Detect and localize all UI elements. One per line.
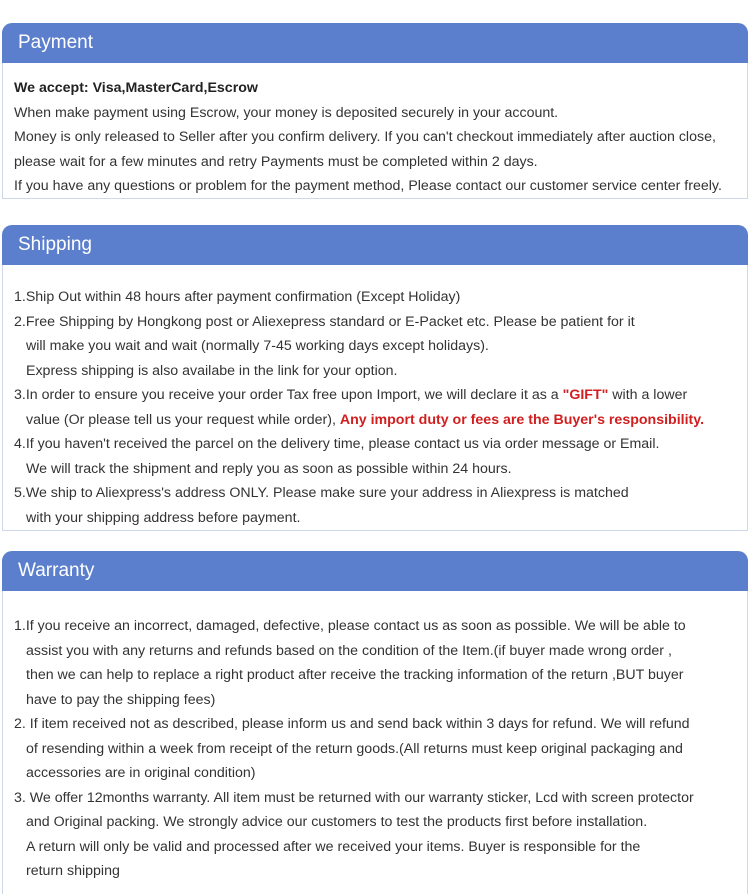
shipping-line: 2.Free Shipping by Hongkong post or Aliexepress standard or E-Packet etc. Please be patient for it xyxy=(14,314,635,330)
shipping-line: We will track the shipment and reply you as soon as possible within 24 hours. xyxy=(26,461,512,477)
shipping-item-3-text-end: with a lower xyxy=(608,387,688,403)
gift-highlight: "GIFT" xyxy=(562,387,609,403)
warranty-line: have to pay the shipping fees) xyxy=(26,692,216,708)
warranty-line: of resending within a week from receipt of the return goods.(All returns must keep original packaging and xyxy=(26,741,683,757)
payment-line: please wait for a few minutes and retry Payments must be completed within 2 days. xyxy=(14,154,538,170)
shipping-item-3-line-2 xyxy=(26,410,704,430)
warranty-line: 1.If you receive an incorrect, damaged, defective, please contact us as soon as possible. We will be able to xyxy=(14,618,686,634)
warranty-line: then we can help to replace a right product after receive the tracking information of the return ,BUT buyer xyxy=(26,667,684,683)
payment-line: When make payment using Escrow, your money is deposited securely in your account. xyxy=(14,105,559,121)
payment-line: If you have any questions or problem for the payment method, Please contact our customer service center freely. xyxy=(14,178,722,194)
shipping-item-3-text: 3.In order to ensure you receive your order Tax free upon Import, we will declare it as a xyxy=(14,387,563,403)
shipping-line: will make you wait and wait (normally 7-45 working days except holidays). xyxy=(26,338,489,354)
shipping-line: with your shipping address before payment. xyxy=(26,510,301,526)
shipping-line: 4.If you haven't received the parcel on the delivery time, please contact us via order message or Email. xyxy=(14,436,660,452)
payment-header: Payment xyxy=(2,23,748,63)
payment-line: Money is only released to Seller after you confirm delivery. If you can't checkout immediately after auction close, xyxy=(14,129,716,145)
shipping-header: Shipping xyxy=(2,225,748,265)
warranty-line: assist you with any returns and refunds based on the condition of the Item.(if buyer made wrong order , xyxy=(26,643,672,659)
warranty-header: Warranty xyxy=(2,551,748,591)
warranty-line: 2. If item received not as described, please inform us and send back within 3 days for refund. We will refund xyxy=(14,716,690,732)
shipping-item-3-value-text: value (Or please tell us your request while order), xyxy=(26,412,340,428)
shipping-item-3-line-1 xyxy=(14,385,687,405)
shipping-line: 1.Ship Out within 48 hours after payment confirmation (Except Holiday) xyxy=(14,289,461,305)
shipping-line: Express shipping is also availabe in the link for your option. xyxy=(26,363,398,379)
warranty-line: A return will only be valid and processed after we received your items. Buyer is responsible for the xyxy=(26,839,641,855)
shipping-line: 5.We ship to Aliexpress's address ONLY. Please make sure your address in Aliexpress is matched xyxy=(14,485,629,501)
duty-warning: Any import duty or fees are the Buyer's responsibility. xyxy=(339,412,705,428)
warranty-line: accessories are in original condition) xyxy=(26,765,256,781)
warranty-line: and Original packing. We strongly advice our customers to test the products first before installation. xyxy=(26,814,648,830)
warranty-line: 3. We offer 12months warranty. All item must be returned with our warranty sticker, Lcd with screen protector xyxy=(14,790,694,806)
warranty-line: return shipping xyxy=(26,863,120,879)
payment-accept-line: We accept: Visa,MasterCard,Escrow xyxy=(14,80,258,96)
